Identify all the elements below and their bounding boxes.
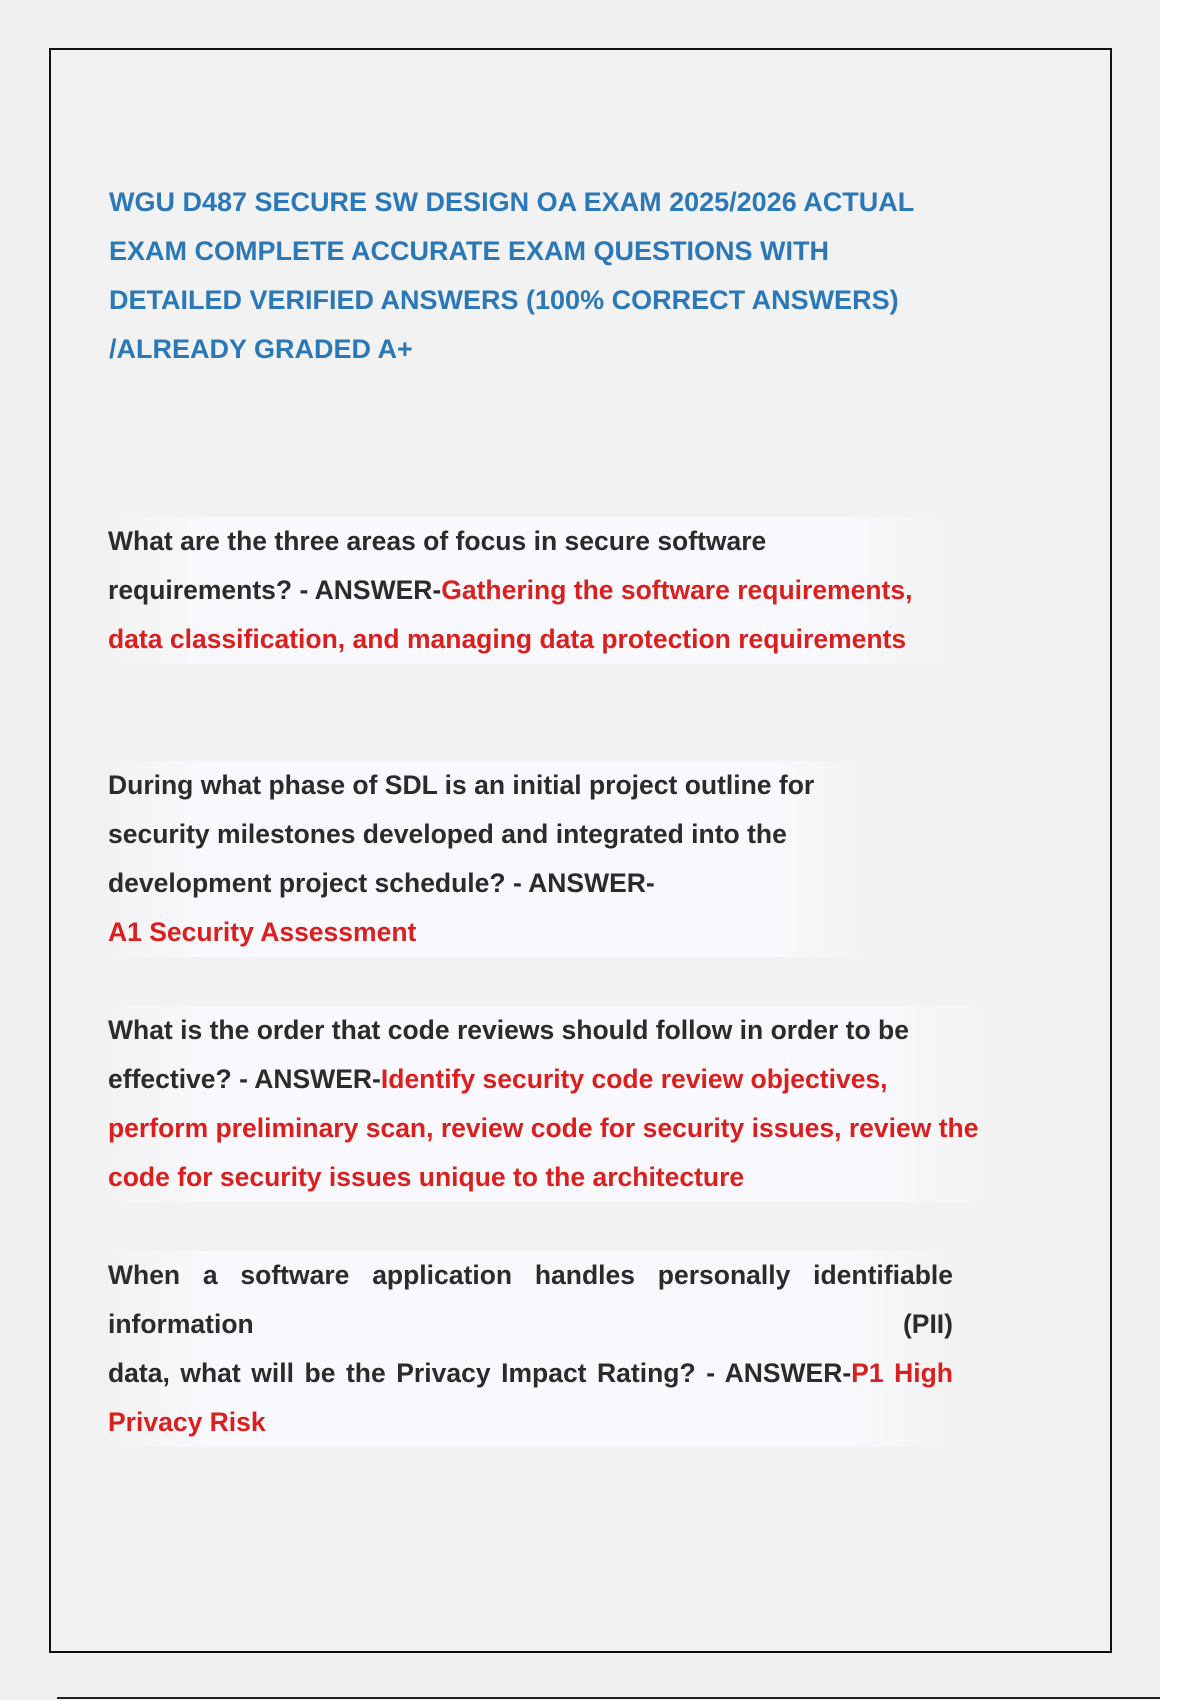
- qa-item-2: [108, 761, 868, 957]
- question-text: What is the order that code reviews should follow in order to be effective? - ANSWER-: [108, 1015, 909, 1094]
- next-page-edge: [57, 1697, 1160, 1699]
- question-text: During what phase of SDL is an initial project outline for security milestones developed and integrated into the development project schedule? - ANSWER-: [108, 770, 815, 898]
- document-title: WGU D487 SECURE SW DESIGN OA EXAM 2025/2026 ACTUAL EXAM COMPLETE ACCURATE EXAM QUESTIONS WITH DETAILED VERIFIED ANSWERS (100% CORRECT ANSWERS) /ALREADY GRADED A+: [109, 187, 915, 364]
- answer-text: Gathering the software requirements, data classification, and managing data protection requirements: [108, 575, 913, 654]
- answer-text: A1 Security Assessment: [108, 917, 417, 947]
- answer-text: Identify security code review objectives, perform preliminary scan, review code for security issues, review the code for security issues unique to the architecture: [108, 1064, 979, 1192]
- qa-item-4: [108, 1251, 953, 1447]
- question-text-line-1: When a software application handles personally identifiable information (PII): [108, 1260, 953, 1339]
- question-text-line-2: data, what will be the Privacy Impact Rating? - ANSWER-: [108, 1358, 852, 1388]
- qa-item-3: [108, 1006, 988, 1202]
- qa-item-1: [108, 517, 948, 664]
- question-answer-block: [108, 1349, 953, 1447]
- answer-text: P1 High Privacy Risk: [108, 1358, 953, 1437]
- viewer-margin: [1160, 0, 1200, 1700]
- question-text: What are the three areas of focus in secure software requirements? - ANSWER-: [108, 526, 767, 605]
